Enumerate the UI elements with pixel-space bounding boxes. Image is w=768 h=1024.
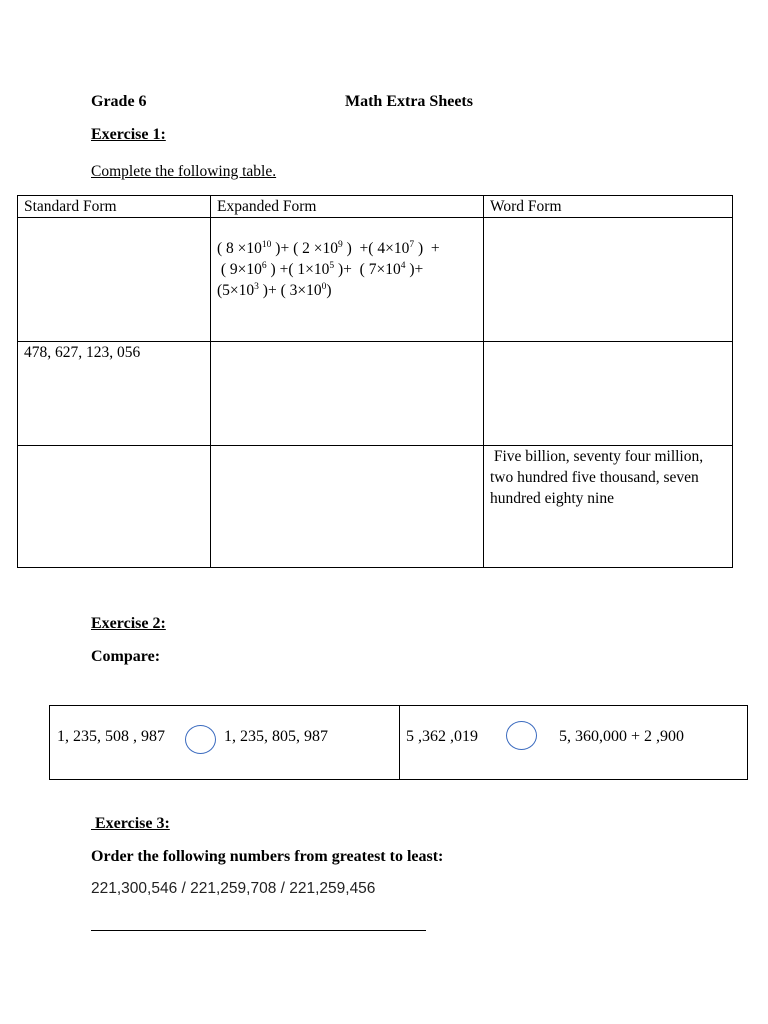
exercise1-instruction: Complete the following table. [91, 163, 277, 180]
row3-standard-cell[interactable] [18, 446, 211, 568]
column-header-expanded-form: Expanded Form [211, 196, 484, 218]
compare-divider [399, 706, 400, 779]
column-header-standard-form: Standard Form [18, 196, 211, 218]
exercise3-heading: Exercise 3: [91, 815, 170, 832]
row3-word-cell: Five billion, seventy four million, two hundred five thousand, seven hundred eighty nine [484, 446, 733, 568]
row2-word-cell[interactable] [484, 342, 733, 446]
exercise1-table [17, 195, 733, 568]
row1-standard-cell[interactable] [18, 218, 211, 342]
compare2-right-expression: 5, 360,000 + 2 ,900 [559, 728, 685, 745]
compare1-right-number: 1, 235, 805, 987 [224, 728, 328, 745]
compare1-left-number: 1, 235, 508 , 987 [57, 728, 165, 745]
row1-expanded-cell: ( $8 \times 10^{10}$ )+ ( $2 \times 10^9$ ) +( $4\times 10^7$ ) + ( $9\times 10^6$ ) +( $1\times 10^5$ )+ ( $7\times 10^4$ )+ ($5\times 10^3$ )+ ( $3\times 10^0$) [211, 218, 484, 342]
compare-box [49, 705, 748, 780]
exercise2-instruction: Compare: [91, 648, 161, 665]
exercise3-numbers: 221,300,546 / 221,259,708 / 221,259,456 [91, 880, 376, 897]
exercise2-heading: Exercise 2: [91, 615, 166, 632]
row1-word-cell[interactable] [484, 218, 733, 342]
row2-expanded-cell[interactable] [211, 342, 484, 446]
compare2-left-number: 5 ,362 ,019 [406, 728, 478, 745]
row2-standard-cell: 478, 627, 123, 056 [18, 342, 211, 446]
exercise3-instruction: Order the following numbers from greatest to least: [91, 848, 444, 865]
row3-expanded-cell[interactable] [211, 446, 484, 568]
exercise1-heading: Exercise 1: [91, 126, 166, 143]
compare2-answer-circle[interactable] [506, 721, 537, 750]
answer-line[interactable] [91, 930, 426, 931]
compare1-answer-circle[interactable] [185, 725, 216, 754]
page-title: Math Extra Sheets [345, 93, 473, 110]
column-header-word-form: Word Form [484, 196, 733, 218]
grade-label: Grade 6 [91, 93, 147, 110]
